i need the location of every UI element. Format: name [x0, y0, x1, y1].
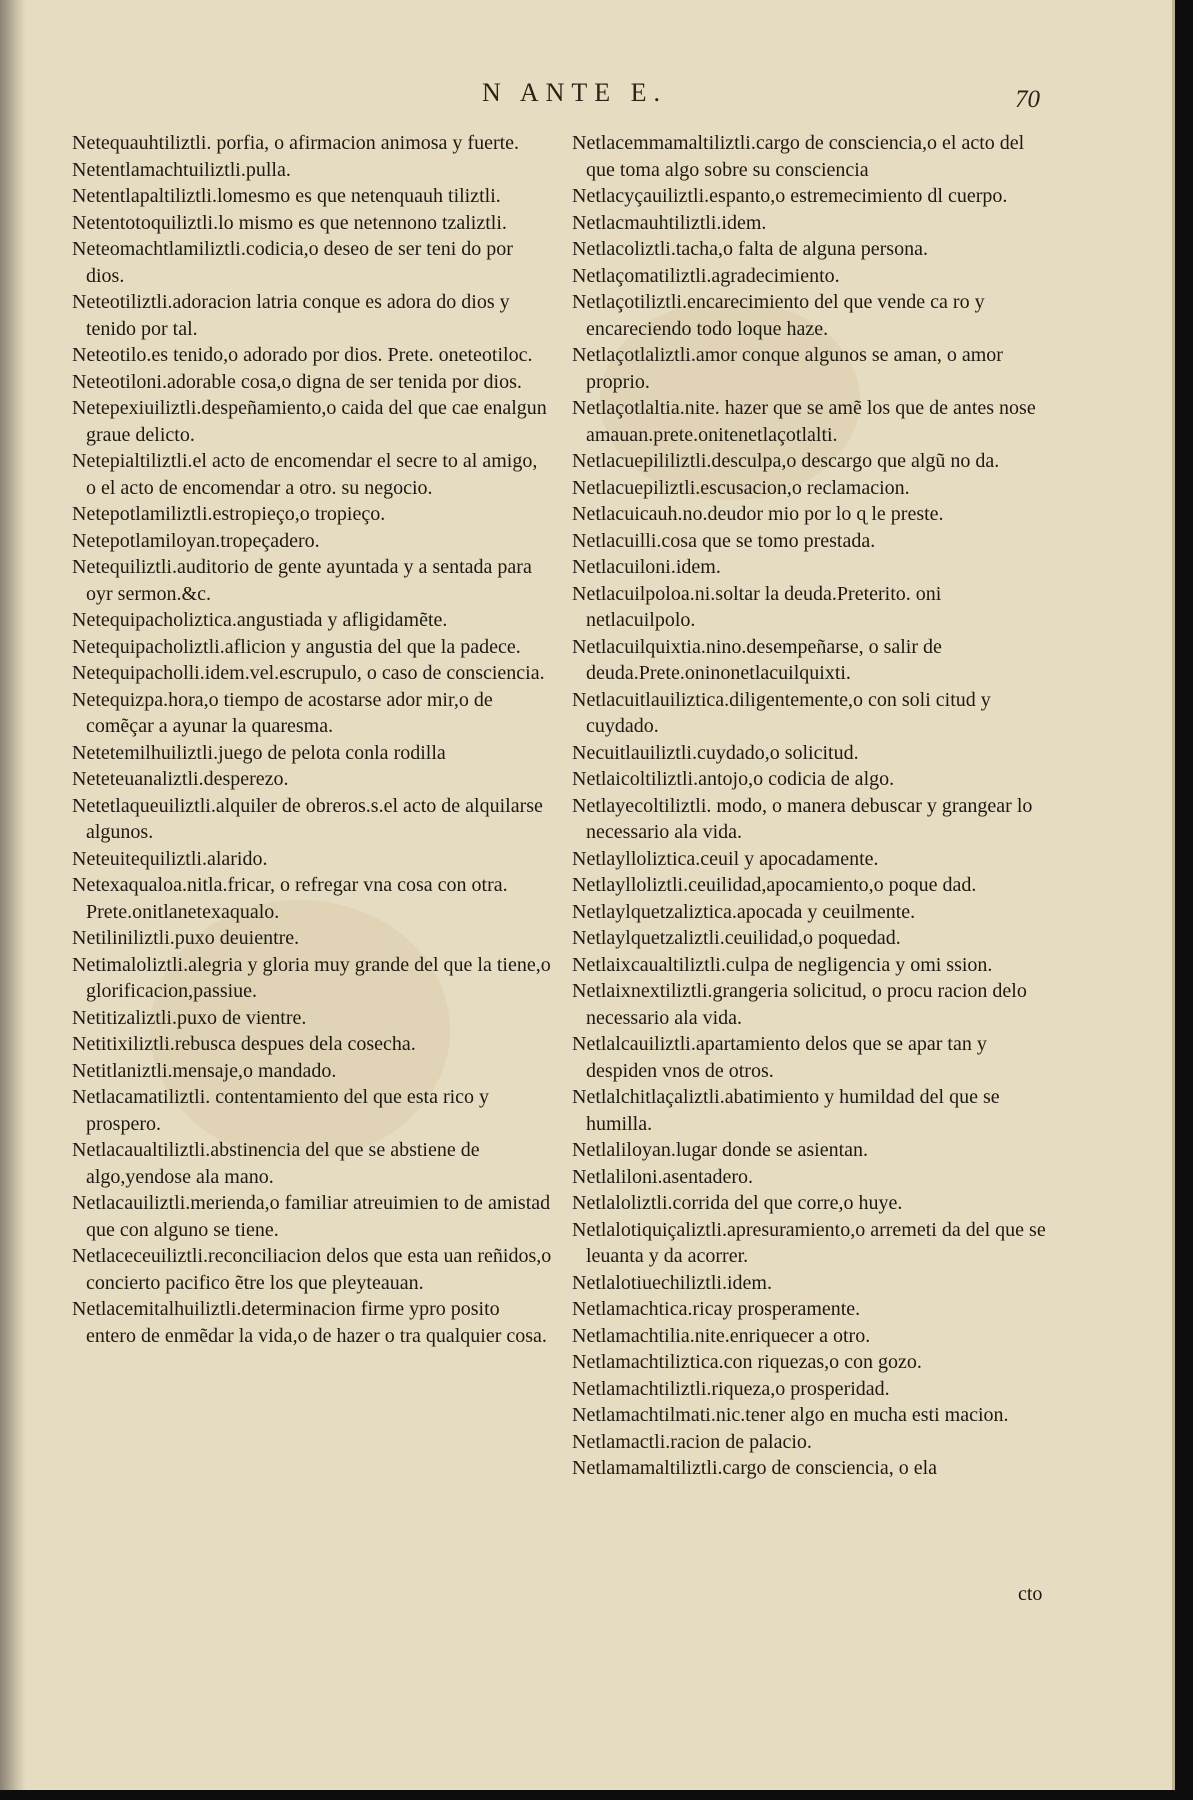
dictionary-entry: Netiliniliztli.puxo deuientre.: [72, 927, 300, 949]
dictionary-entry: Netlamachtiliztica.con riquezas,o con gozo.: [572, 1351, 922, 1373]
dictionary-entry: Netlamachtilia.nite.enriquecer a otro.: [572, 1324, 871, 1347]
dictionary-entry: Netlaixnextiliztli.grangeria solicitud, o procu racion delo necessario ala vida.: [572, 980, 1027, 1029]
dictionary-entry: Netequauhtiliztli. porfia, o afirmacion animosa y fuerte.: [72, 132, 520, 154]
dictionary-entry: Netequipacholiztica.angustiada y afligidamẽte.: [72, 609, 448, 631]
dictionary-entry: Netlalotiquiçaliztli.apresuramiento,o arremeti da del que se leuanta y da acorrer.: [572, 1218, 1046, 1267]
dictionary-entry: Netlaylloliztli.ceuilidad,apocamiento,o poque dad.: [572, 874, 977, 896]
dictionary-entry: Netlamactli.racion de palacio.: [572, 1430, 812, 1453]
dictionary-entry: Netimaloliztli.alegria y gloria muy grande del que la tiene,o glorificacion,passiue.: [72, 953, 551, 1002]
dictionary-entry: Neteomachtlamiliztli.codicia,o deseo de ser teni do por dios.: [72, 238, 513, 287]
dictionary-entry: Netlamachtica.ricay prosperamente.: [572, 1298, 861, 1320]
dictionary-entry: Netlacauiliztli.merienda,o familiar atreuimien to de amistad que con alguno se tiene.: [72, 1192, 551, 1241]
dictionary-entry: Netetlaqueuiliztli.alquiler de obreros.s.el acto de alquilarse algunos.: [72, 794, 543, 843]
dictionary-entry: Neteotiliztli.adoracion latria conque es adora do dios y tenido por tal.: [72, 291, 510, 340]
dictionary-entry: Netlacuepiliztli.escusacion,o reclamacion.: [572, 476, 910, 499]
dictionary-entry: Netlaçotlaliztli.amor conque algunos se aman, o amor proprio.: [572, 344, 1003, 393]
dictionary-entry: Netlacuitlauiliztica.diligentemente,o con soli citud y cuydado.: [572, 688, 991, 737]
dictionary-entry: Necuitlauiliztli.cuydado,o solicitud.: [572, 741, 859, 764]
dictionary-entry: Netentotoquiliztli.lo mismo es que netennono tzaliztli.: [72, 211, 507, 234]
dictionary-entry: Netitlaniztli.mensaje,o mandado.: [72, 1059, 337, 1082]
dictionary-entry: Netlacaualtiliztli.abstinencia del que se abstiene de algo,yendose ala mano.: [72, 1139, 480, 1188]
dictionary-entry: Netlaylloliztica.ceuil y apocadamente.: [572, 847, 879, 870]
dictionary-entry: Netepexiuiliztli.despeñamiento,o caida del que cae enalgun graue delicto.: [72, 397, 547, 446]
dictionary-entry: Netlaliloni.asentadero.: [572, 1165, 754, 1188]
dictionary-entry: Netlalotiuechiliztli.idem.: [572, 1271, 772, 1294]
dictionary-entry: Netlacuilquixtia.nino.desempeñarse, o salir de deuda.Prete.oninonetlacuilquixti.: [572, 635, 942, 684]
dictionary-entry: Netlaylquetzaliztli.ceuilidad,o poquedad.: [572, 927, 901, 949]
catchword: cto: [1018, 1583, 1043, 1605]
dictionary-entry: Netetemilhuiliztli.juego de pelota conla rodilla: [72, 741, 446, 764]
dictionary-entry: Netlacemmamaltiliztli.cargo de consciencia,o el acto del que toma algo sobre su consciencia: [572, 132, 1025, 181]
dictionary-entry: Neteotiloni.adorable cosa,o digna de ser tenida por dios.: [72, 370, 522, 393]
dictionary-entry: Netlacmauhtiliztli.idem.: [572, 211, 767, 234]
dictionary-entry: Netentlamachtuiliztli.pulla.: [72, 158, 291, 181]
dictionary-entry: Netlaçomatiliztli.agradecimiento.: [572, 264, 840, 287]
dictionary-entry: Netequipacholli.idem.vel.escrupulo, o caso de consciencia.: [72, 662, 545, 684]
page-gutter: [0, 0, 26, 1790]
dictionary-entry: Netlaylquetzaliztica.apocada y ceuilmente.: [572, 900, 916, 923]
dictionary-entry: Netentlapaltiliztli.lomesmo es que netenquauh tiliztli.: [72, 185, 501, 207]
dictionary-entry: Netlamachtilmati.nic.tener algo en mucha esti macion.: [572, 1404, 1009, 1426]
dictionary-entry: Netepotlamiliztli.estropieço,o tropieço.: [72, 503, 386, 525]
dictionary-entry: Netlacemitalhuiliztli.determinacion firme ypro posito entero de enmẽdar la vida,o de hazer o tra qualquier cosa.: [72, 1298, 547, 1347]
dictionary-entry: Netlacyçauiliztli.espanto,o estremecimiento dl cuerpo.: [572, 185, 1008, 207]
dictionary-entry: Netlaicoltiliztli.antojo,o codicia de algo.: [572, 768, 895, 790]
dictionary-entry: Netexaqualoa.nitla.fricar, o refregar vna cosa con otra. Prete.onitlanetexaqualo.: [72, 874, 508, 923]
dictionary-entry: Netlacuilli.cosa que se tomo prestada.: [572, 529, 876, 552]
dictionary-entry: Netlacuiloni.idem.: [572, 556, 721, 578]
left-column: [72, 130, 552, 1349]
dictionary-entry: Netlacuepililiztli.desculpa,o descargo que algũ no da.: [572, 450, 1000, 472]
right-column: [572, 130, 1054, 1482]
dictionary-entry: Netlaliloyan.lugar donde se asientan.: [572, 1139, 869, 1161]
dictionary-entry: Netlamachtiliztli.riqueza,o prosperidad.: [572, 1377, 890, 1400]
dictionary-entry: Neteotilo.es tenido,o adorado por dios. Prete. oneteotiloc.: [72, 344, 533, 366]
dictionary-entry: Netepotlamiloyan.tropeçadero.: [72, 529, 320, 552]
dictionary-entry: Netlaceceuiliztli.reconciliacion delos que esta uan reñidos,o concierto pacifico ẽtre los que pleyteauan.: [72, 1245, 552, 1294]
dictionary-entry: Netlamamaltiliztli.cargo de consciencia, o ela: [572, 1457, 938, 1479]
dictionary-entry: Netlalchitlaçaliztli.abatimiento y humildad del que se humilla.: [572, 1086, 1000, 1135]
dictionary-entry: Netlalcauiliztli.apartamiento delos que se apar tan y despiden vnos de otros.: [572, 1033, 987, 1082]
dictionary-entry: Neteuitequiliztli.alarido.: [72, 847, 268, 870]
dictionary-entry: Netlaixcaualtiliztli.culpa de negligencia y omi ssion.: [572, 953, 993, 976]
dictionary-entry: Netequizpa.hora,o tiempo de acostarse ador mir,o de comẽçar a ayunar la quaresma.: [72, 688, 493, 737]
dictionary-entry: Netequiliztli.auditorio de gente ayuntada y a sentada para oyr sermon.&c.: [72, 556, 532, 605]
dictionary-entry: Netlaçotiliztli.encarecimiento del que vende ca ro y encareciendo todo loque haze.: [572, 291, 985, 340]
dictionary-entry: Neteteuanaliztli.desperezo.: [72, 768, 289, 790]
running-head: N ANTE E.: [482, 78, 668, 107]
dictionary-entry: Netitixiliztli.rebusca despues dela cosecha.: [72, 1033, 416, 1055]
dictionary-entry: Netlayecoltiliztli. modo, o manera debuscar y grangear lo necessario ala vida.: [572, 794, 1033, 843]
folio-number: 70: [1015, 86, 1040, 113]
dictionary-entry: Netepialtiliztli.el acto de encomendar el secre to al amigo, o el acto de encomendar a otro. su negocio.: [72, 450, 538, 499]
dictionary-entry: Netlacuilpoloa.ni.soltar la deuda.Preterito. oni netlacuilpolo.: [572, 582, 942, 631]
dictionary-entry: Netlaloliztli.corrida del que corre,o huye.: [572, 1192, 903, 1214]
dictionary-entry: Netequipacholiztli.aflicion y angustia del que la padece.: [72, 635, 521, 658]
dictionary-entry: Netlaçotlaltia.nite. hazer que se amẽ los que de antes nose amauan.prete.onitenetlaçotlalti.: [572, 397, 1036, 446]
dictionary-entry: Netitizaliztli.puxo de vientre.: [72, 1006, 307, 1029]
dictionary-entry: Netlacuicauh.no.deudor mio por lo ɋ le preste.: [572, 503, 944, 525]
dictionary-entry: Netlacamatiliztli. contentamiento del que esta rico y prospero.: [72, 1086, 490, 1135]
dictionary-entry: Netlacoliztli.tacha,o falta de alguna persona.: [572, 238, 928, 260]
